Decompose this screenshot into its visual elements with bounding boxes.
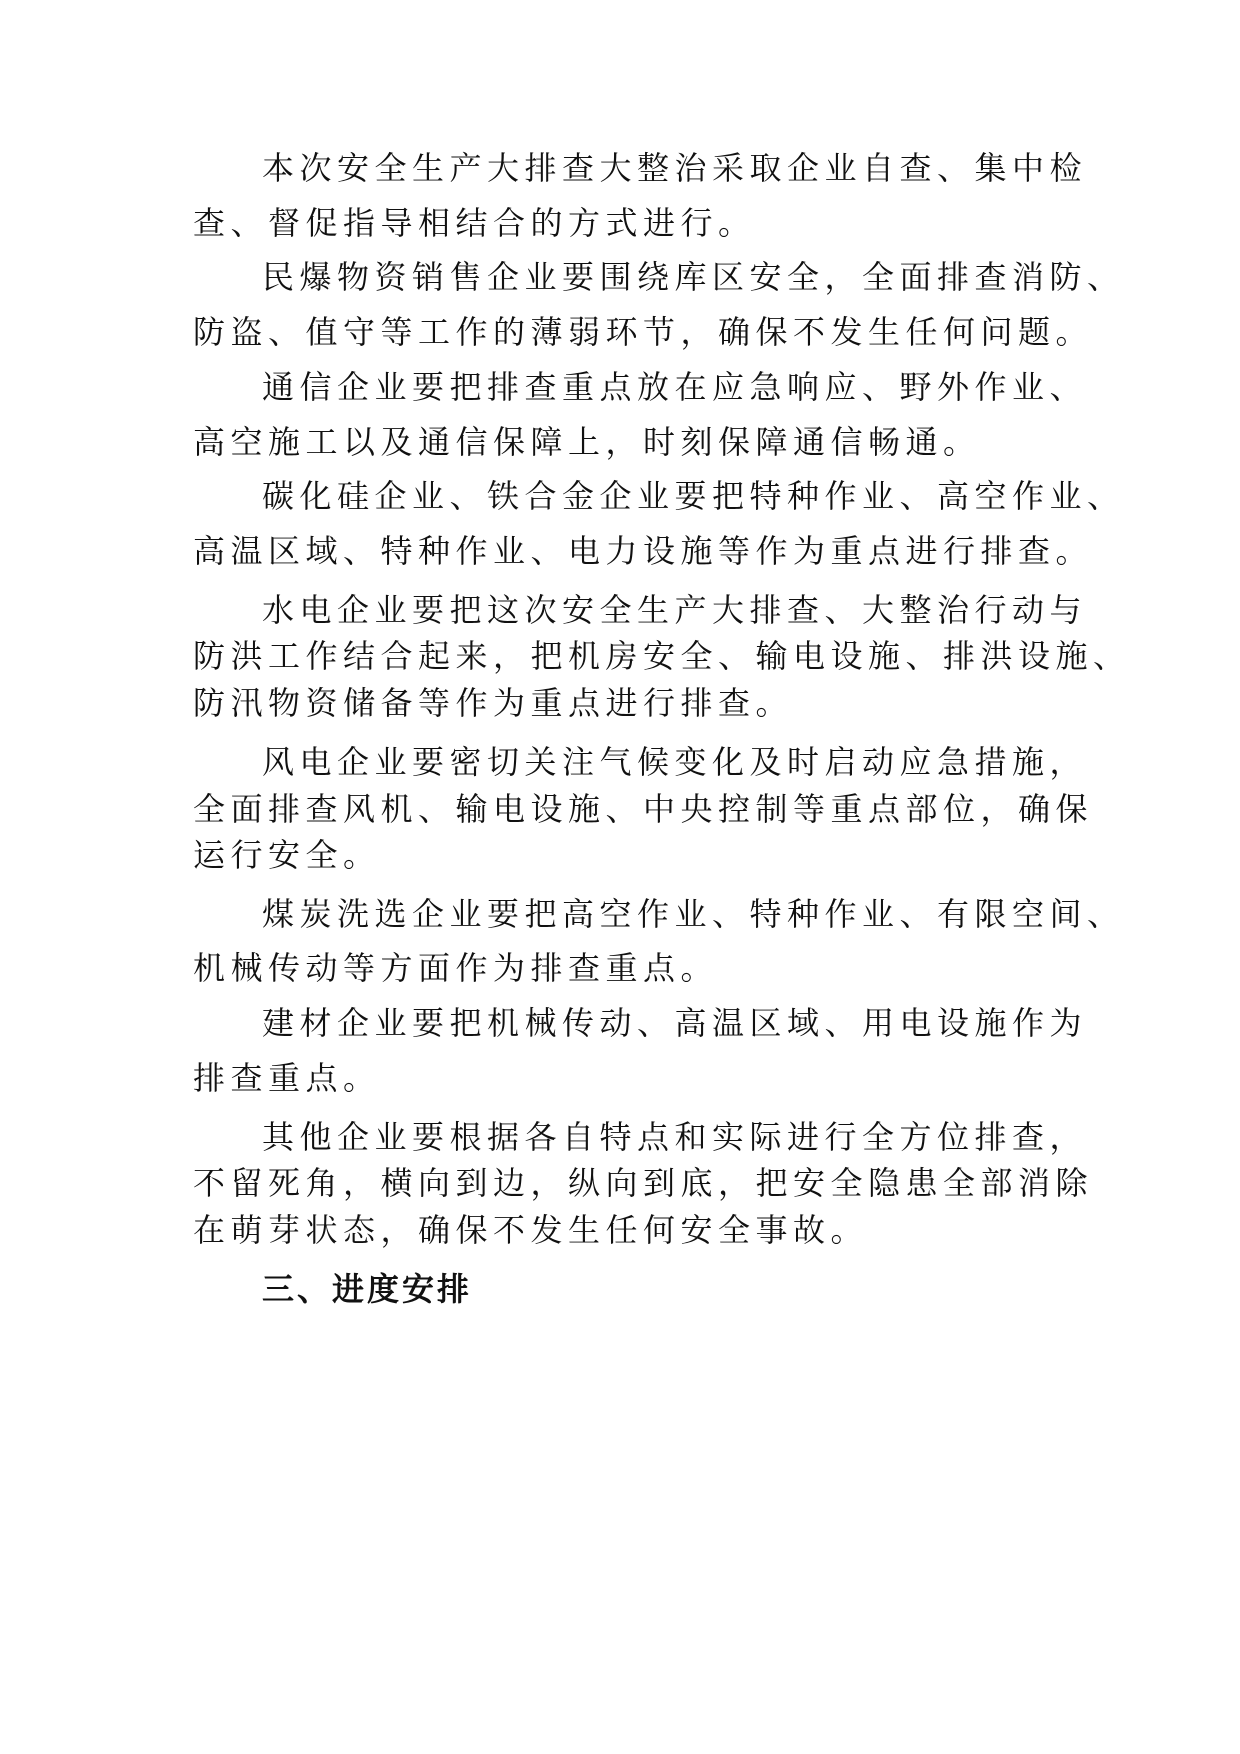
section-heading: 三、进度安排 (262, 1270, 473, 1308)
paragraph-6-line-2: 全面排查风机、输电设施、中央控制等重点部位，确保 (193, 790, 1094, 828)
paragraph-5-line-2: 防洪工作结合起来，把机房安全、输电设施、排洪设施、 (193, 637, 1131, 675)
paragraph-9-line-2: 不留死角，横向到边，纵向到底，把安全隐患全部消除 (193, 1164, 1094, 1202)
paragraph-2-line-1: 民爆物资销售企业要围绕库区安全，全面排查消防、 (262, 258, 1125, 296)
paragraph-7-line-1: 煤炭洗选企业要把高空作业、特种作业、有限空间、 (262, 895, 1125, 933)
paragraph-4-line-1: 碳化硅企业、铁合金企业要把特种作业、高空作业、 (262, 477, 1125, 515)
paragraph-1-line-1: 本次安全生产大排查大整治采取企业自查、集中检 (262, 149, 1088, 187)
paragraph-4-line-2: 高温区域、特种作业、电力设施等作为重点进行排查。 (193, 532, 1094, 570)
paragraph-1-line-2: 查、督促指导相结合的方式进行。 (193, 204, 756, 242)
paragraph-9-line-1: 其他企业要根据各自特点和实际进行全方位排查， (262, 1118, 1088, 1156)
paragraph-2-line-2: 防盗、值守等工作的薄弱环节，确保不发生任何问题。 (193, 313, 1094, 351)
paragraph-6-line-3: 运行安全。 (193, 836, 381, 874)
paragraph-3-line-1: 通信企业要把排查重点放在应急响应、野外作业、 (262, 368, 1088, 406)
paragraph-5-line-1: 水电企业要把这次安全生产大排查、大整治行动与 (262, 591, 1088, 629)
paragraph-3-line-2: 高空施工以及通信保障上，时刻保障通信畅通。 (193, 423, 981, 461)
paragraph-5-line-3: 防汛物资储备等作为重点进行排查。 (193, 684, 794, 722)
paragraph-8-line-2: 排查重点。 (193, 1059, 381, 1097)
paragraph-7-line-2: 机械传动等方面作为排查重点。 (193, 949, 719, 987)
paragraph-9-line-3: 在萌芽状态，确保不发生任何安全事故。 (193, 1211, 869, 1249)
paragraph-6-line-1: 风电企业要密切关注气候变化及时启动应急措施， (262, 743, 1088, 781)
paragraph-8-line-1: 建材企业要把机械传动、高温区域、用电设施作为 (262, 1004, 1088, 1042)
